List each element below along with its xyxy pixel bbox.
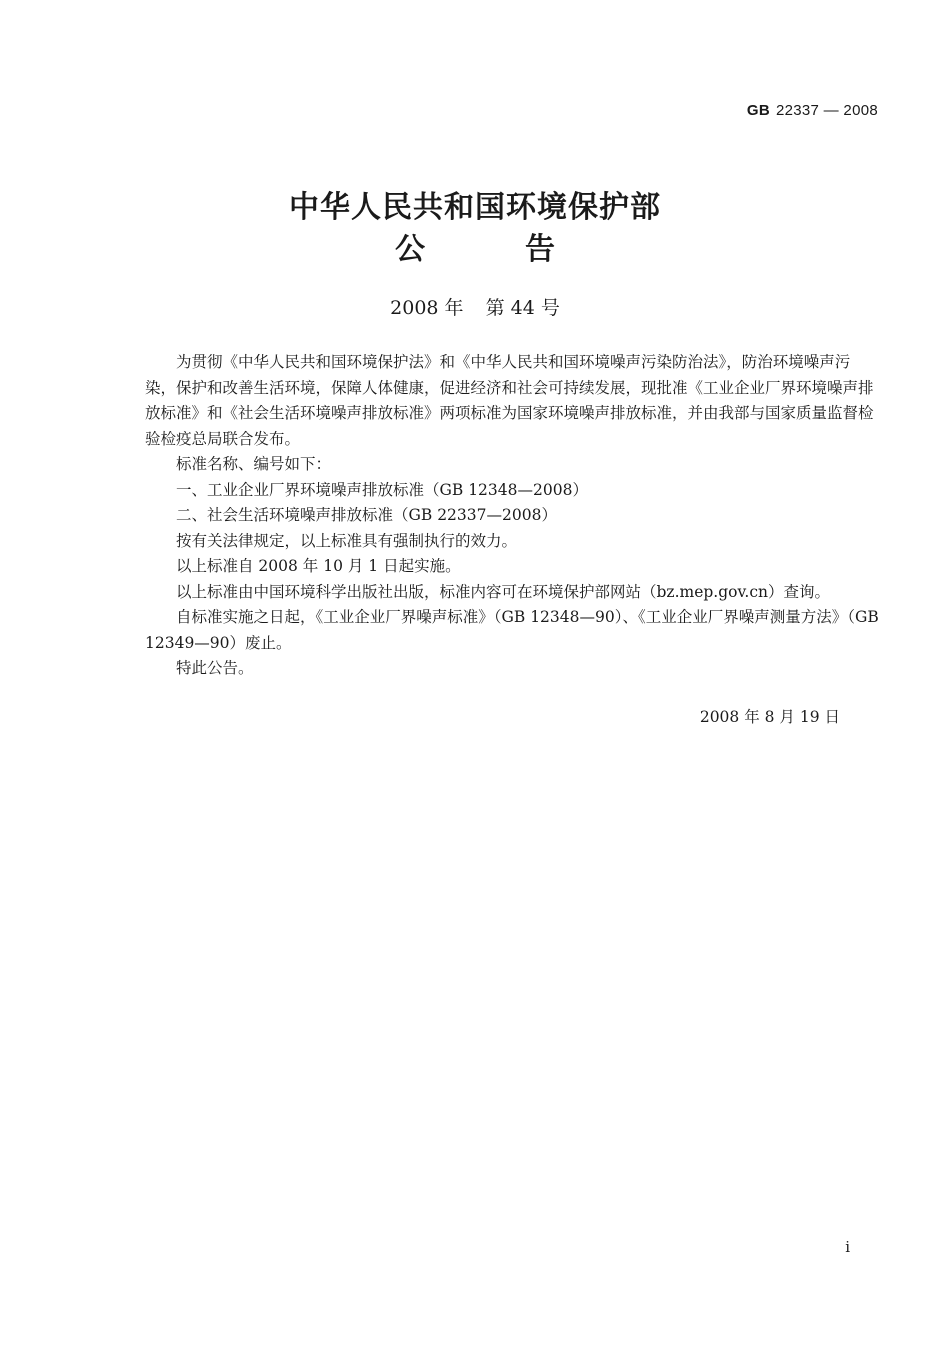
paragraph-repeal: 自标准实施之日起，《工业企业厂界噪声标准》（GB 12348—90）、《工业企业厂界噪声测量方法》（GB 12349—90）废止。: [145, 608, 879, 652]
notice-title-char-2: 告: [525, 232, 555, 267]
notice-title-char-1: 公: [395, 232, 425, 267]
code-prefix: GB: [746, 102, 770, 119]
issue-date: 2008 年 8 月 19 日: [699, 708, 840, 726]
issue-number: [0, 293, 950, 320]
paragraph-closing: 特此公告。: [176, 659, 254, 677]
issue-no: 第 44 号: [485, 297, 560, 319]
paragraph-legal-effect: 按有关法律规定，以上标准具有强制执行的效力。: [176, 531, 518, 550]
paragraph-effective-date: 以上标准自 2008 年 10 月 1 日起实施。: [176, 557, 461, 575]
list-item-1: 一、工业企业厂界环境噪声排放标准（GB 12348—2008）: [176, 480, 588, 499]
paragraph-intro: 为贯彻《中华人民共和国环境保护法》和《中华人民共和国环境噪声污染防治法》，防治环境噪声污染，保护和改善生活环境，保障人体健康，促进经济和社会可持续发展，现批准《工业企业厂界环境噪声排放标准》和《社会生活环境噪声排放标准》两项标准为国家环境噪声排放标准，并由我部与国家质量监督检验检疫总局联合发布。: [145, 353, 874, 448]
list-item-2: 二、社会生活环境噪声排放标准（GB 22337—2008）: [176, 506, 557, 524]
issue-year: 2008 年: [390, 297, 464, 319]
code-number: 22337 — 2008: [775, 102, 878, 119]
organization-title: 中华人民共和国环境保护部: [289, 190, 661, 225]
document-code: [747, 102, 878, 119]
paragraph-list-heading: 标准名称、编号如下：: [176, 455, 332, 473]
notice-body: [145, 350, 880, 682]
page-number: i: [845, 1238, 850, 1256]
paragraph-publication: 以上标准由中国环境科学出版社出版，标准内容可在环境保护部网站（bz.mep.gov.cn）查询。: [176, 582, 830, 601]
notice-title: [0, 224, 950, 268]
